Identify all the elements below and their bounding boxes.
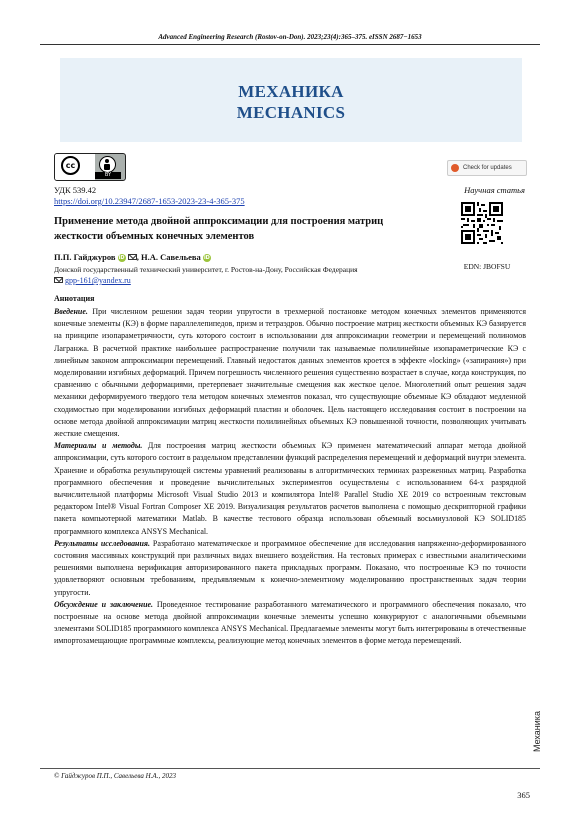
author-separator: , <box>136 252 141 262</box>
article-title: Применение метода двойной аппроксимации для построения матриц жесткости объемных конечных элементов <box>54 216 384 242</box>
paragraph-lead: Введение. <box>54 307 88 316</box>
paragraph-lead: Обсуждение и заключение. <box>54 599 153 609</box>
paragraph-text: Проведенное тестирование разработанного математического и программного обеспечения показало, что построенные на основе метода двойной аппроксимации конечные элементы успешно конкурируют с аналогичными объемными элементами SOLID185 программного комплекса ANSYS Mechanical. Предлагаемые элементы могут быть интегрированы в отечественные импортозамещающие программные комплексы, реализующие метод конечных элементов в форме метода перемещений. <box>54 599 526 646</box>
abstract-paragraph <box>54 538 526 599</box>
contact-email <box>54 276 131 285</box>
udc-code: УДК 539.42 <box>54 185 97 195</box>
qr-code-icon <box>461 202 503 244</box>
person-head-icon <box>105 159 109 163</box>
section-banner <box>60 58 522 142</box>
paragraph-text: При численном решении задач теории упругости в трехмерной постановке методом конечных элементов применяются конечные элементы (КЭ) в форме параллелепипедов, призм и тетраэдров. Обычно построение матриц жесткости объемных КЭ базируется на принципе изопараметричности, суть которого состоит в использовании для аппроксимации геометрии и перемещений полиномов Лагранжа. В расчетной практике наибольшее распространение получили так называемые полилинейные изопараметрические КЭ с линейным законом аппроксимации перемещений. Главный недостаток данных элементов кроется в эффекте «locking» («запирания») при моделировании изгибных деформаций. Причем погрешность численного решения существенно возрастает в случае, когда конструкция, по сравнению с обычными деформациями, претерпевает значительные смещения как жесткое целое. Многолетний опыт решения задач механики деформируемого твердого тела методом конечных элементов показал, что существующие объемные КЭ обладают медленной сходимостью при моделировании изгибных деформаций пластин и оболочек. Цель настоящего исследования состоит в построении на основе метода двойной аппроксимации матриц жесткости полилинейных объемных КЭ повышенной точности, позволяющих учитывать жесткие смещения. <box>54 307 526 439</box>
paragraph-text: Разработано математическое и программное обеспечение для исследования напряженно-деформированного состояния массивных конструкций при различных видах внешнего воздействия. На тестовых примерах с известными аналитическими решениями выполнена верификация авторизированного пакета прикладных программ. Показано, что построенные КЭ по точности удовлетворяют основным требованиям, предъявляемым к конечно-элементному моделированию пространственных задач теории упругости. <box>54 538 526 597</box>
check-updates-label: Check for updates <box>463 165 512 171</box>
cc-icon: cc <box>61 156 80 175</box>
affiliation: Донской государственный технический университет, г. Ростов-на-Дону, Российская Федерация <box>54 265 358 274</box>
envelope-icon <box>54 277 63 283</box>
email-link[interactable]: gpp-161@yandex.ru <box>65 276 131 285</box>
side-section-label: Механика <box>532 711 542 752</box>
orcid-icon[interactable]: iD <box>203 255 210 261</box>
section-title-en: MECHANICS <box>236 103 346 122</box>
abstract-paragraph <box>54 306 526 440</box>
check-updates-icon <box>451 164 459 172</box>
section-title-ru: МЕХАНИКА <box>238 82 344 101</box>
abstract-paragraph <box>54 599 526 648</box>
footer-divider <box>40 768 540 769</box>
cc-by-license-badge[interactable] <box>54 153 126 181</box>
person-body-icon <box>104 164 110 170</box>
author-name: П.П. Гайджуров <box>54 252 116 262</box>
page-number: 365 <box>517 790 530 800</box>
orcid-icon[interactable]: iD <box>118 255 125 261</box>
by-label: BY <box>95 172 121 179</box>
journal-header: Advanced Engineering Research (Rostov-on-Don). 2023;23(4):365–375. eISSN 2687−1653 <box>158 33 422 41</box>
edn-code: EDN: JBOFSU <box>463 262 511 271</box>
paragraph-lead: Результаты исследования. <box>54 538 150 548</box>
header-divider <box>40 44 540 45</box>
author-line <box>54 252 211 262</box>
envelope-icon <box>128 254 137 260</box>
author-name: Н.А. Савельева <box>140 252 201 262</box>
attribution-person-icon <box>99 156 116 173</box>
paragraph-text: Для построения матриц жесткости объемных КЭ применен математический аппарат метода двойной аппроксимации, суть которого состоит в раздельном представлении функций распределения перемещений и деформаций внутри элемента. Хранение и обработка результирующей системы уравнений реализованы в алгоритмических терминах разреженных матриц. Разработка программного обеспечения и проведение вычислительных экспериментов осуществлены с использованием 64-х разрядной вычислительной платформы Microsoft Visual Studio 2013 и компилятора Intel® Parallel Studio XE 2019 со встроенным текстовым редактором Intel® Visual Fortran Composer XE 2019. Визуализация результатов расчетов выполнена с помощью дескрипторной графики пакета компьютерной математики Matlab. В качестве тестового образца использован объемный восьмиузловой КЭ SOLID185 программного комплекса ANSYS Mechanical. <box>54 441 526 536</box>
article-type: Научная статья <box>464 185 525 195</box>
cc-panel <box>55 154 95 180</box>
copyright: © Гайджуров П.П., Савельева Н.А., 2023 <box>54 772 176 780</box>
abstract-heading: Аннотация <box>54 294 95 303</box>
doi-link[interactable]: https://doi.org/10.23947/2687-1653-2023-23-4-365-375 <box>54 196 245 206</box>
abstract-body <box>54 306 526 648</box>
paragraph-lead: Материалы и методы. <box>54 441 143 451</box>
abstract-paragraph <box>54 440 526 538</box>
check-for-updates-badge[interactable] <box>447 160 527 176</box>
